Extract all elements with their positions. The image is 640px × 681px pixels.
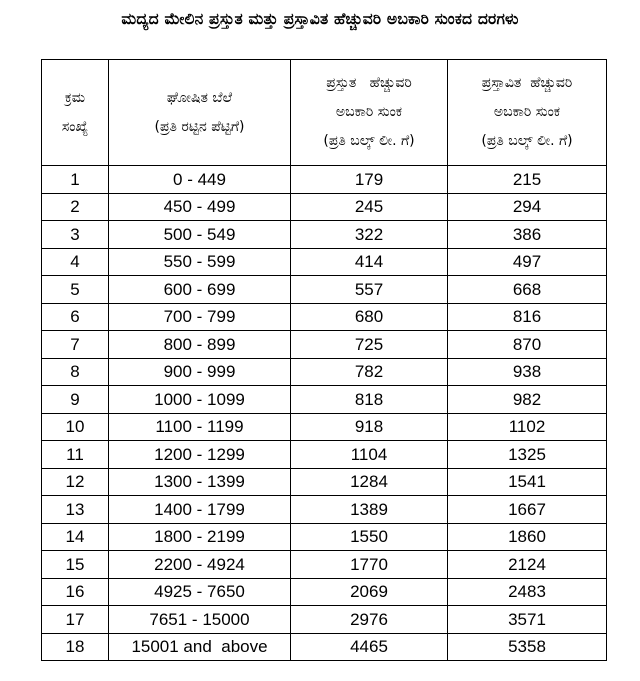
- cell-sl-no: 3: [42, 221, 109, 249]
- cell-current-duty: 680: [291, 303, 448, 331]
- cell-proposed-duty: 982: [448, 386, 607, 414]
- cell-sl-no: 12: [42, 468, 109, 496]
- header-sl-no: [42, 60, 109, 166]
- table-row: [42, 496, 607, 524]
- cell-proposed-duty: 497: [448, 248, 607, 276]
- table-header-row: [42, 60, 607, 166]
- header-proposed-duty: [448, 60, 607, 166]
- header-declared-price: [109, 60, 291, 166]
- cell-sl-no: 15: [42, 551, 109, 579]
- page-title: ಮದ್ಯದ ಮೇಲಿನ ಪ್ರಸ್ತುತ ಮತ್ತು ಪ್ರಸ್ತಾವಿತ ಹೆಚ್ಚುವರಿ ಅಬಕಾರಿ ಸುಂಕದ ದರಗಳು: [121, 10, 519, 28]
- cell-sl-no: 7: [42, 331, 109, 359]
- cell-current-duty: 1770: [291, 551, 448, 579]
- cell-sl-no: 17: [42, 606, 109, 634]
- header-declared-price-line: (ಪ್ರತಿ ರಟ್ಟಿನ ಪೆಟ್ಟಿಗೆ): [154, 118, 245, 135]
- table-row: [42, 276, 607, 304]
- cell-proposed-duty: 294: [448, 193, 607, 221]
- table-row: [42, 578, 607, 606]
- cell-sl-no: 18: [42, 633, 109, 661]
- cell-current-duty: 414: [291, 248, 448, 276]
- cell-declared-price: 1300 - 1399: [109, 468, 291, 496]
- cell-current-duty: 1284: [291, 468, 448, 496]
- cell-current-duty: 818: [291, 386, 448, 414]
- cell-current-duty: 179: [291, 166, 448, 194]
- cell-proposed-duty: 1667: [448, 496, 607, 524]
- header-sl-no-line: ಕ್ರಮ: [64, 89, 86, 106]
- cell-current-duty: 557: [291, 276, 448, 304]
- cell-declared-price: 2200 - 4924: [109, 551, 291, 579]
- cell-declared-price: 1800 - 2199: [109, 523, 291, 551]
- cell-current-duty: 245: [291, 193, 448, 221]
- cell-current-duty: 2976: [291, 606, 448, 634]
- cell-sl-no: 14: [42, 523, 109, 551]
- table-row: [42, 358, 607, 386]
- cell-declared-price: 0 - 449: [109, 166, 291, 194]
- table-row: [42, 633, 607, 661]
- table-row: [42, 413, 607, 441]
- table-row: [42, 551, 607, 579]
- cell-declared-price: 1400 - 1799: [109, 496, 291, 524]
- cell-declared-price: 15001 and above: [109, 633, 291, 661]
- cell-proposed-duty: 1102: [448, 413, 607, 441]
- cell-declared-price: 500 - 549: [109, 221, 291, 249]
- table-row: [42, 303, 607, 331]
- cell-sl-no: 2: [42, 193, 109, 221]
- header-current-duty-line: (ಪ್ರತಿ ಬಲ್ಕ್ ಲೀ. ಗೆ): [323, 133, 415, 149]
- cell-sl-no: 5: [42, 276, 109, 304]
- cell-declared-price: 1200 - 1299: [109, 441, 291, 469]
- header-current-duty-line: ಪ್ರಸ್ತುತ ಹೆಚ್ಚುವರಿ: [326, 75, 412, 91]
- cell-proposed-duty: 938: [448, 358, 607, 386]
- cell-proposed-duty: 5358: [448, 633, 607, 661]
- cell-declared-price: 7651 - 15000: [109, 606, 291, 634]
- table-row: [42, 166, 607, 194]
- cell-proposed-duty: 1860: [448, 523, 607, 551]
- cell-current-duty: 1550: [291, 523, 448, 551]
- table-row: [42, 523, 607, 551]
- cell-declared-price: 550 - 599: [109, 248, 291, 276]
- cell-sl-no: 13: [42, 496, 109, 524]
- cell-declared-price: 600 - 699: [109, 276, 291, 304]
- cell-sl-no: 1: [42, 166, 109, 194]
- header-current-duty-line: ಅಬಕಾರಿ ಸುಂಕ: [335, 104, 403, 120]
- header-current-duty: [291, 60, 448, 166]
- table-row: [42, 386, 607, 414]
- header-proposed-duty-line: (ಪ್ರತಿ ಬಲ್ಕ್ ಲೀ. ಗೆ): [481, 133, 573, 149]
- cell-current-duty: 2069: [291, 578, 448, 606]
- cell-proposed-duty: 386: [448, 221, 607, 249]
- cell-current-duty: 782: [291, 358, 448, 386]
- cell-declared-price: 1100 - 1199: [109, 413, 291, 441]
- excise-duty-table: [41, 59, 607, 661]
- table-row: [42, 441, 607, 469]
- table-row: [42, 248, 607, 276]
- cell-current-duty: 1104: [291, 441, 448, 469]
- header-sl-no-line: ಸಂಖ್ಯೆ: [61, 118, 89, 135]
- cell-sl-no: 16: [42, 578, 109, 606]
- table-row: [42, 468, 607, 496]
- cell-sl-no: 9: [42, 386, 109, 414]
- cell-declared-price: 4925 - 7650: [109, 578, 291, 606]
- table-row: [42, 221, 607, 249]
- cell-sl-no: 11: [42, 441, 109, 469]
- header-proposed-duty-line: ಅಬಕಾರಿ ಸುಂಕ: [493, 104, 561, 120]
- cell-current-duty: 918: [291, 413, 448, 441]
- cell-declared-price: 800 - 899: [109, 331, 291, 359]
- cell-declared-price: 700 - 799: [109, 303, 291, 331]
- header-declared-price-line: ಘೋಷಿತ ಬೆಲೆ: [166, 89, 233, 106]
- cell-proposed-duty: 1325: [448, 441, 607, 469]
- cell-proposed-duty: 215: [448, 166, 607, 194]
- cell-sl-no: 10: [42, 413, 109, 441]
- cell-declared-price: 900 - 999: [109, 358, 291, 386]
- cell-current-duty: 725: [291, 331, 448, 359]
- cell-proposed-duty: 2483: [448, 578, 607, 606]
- cell-declared-price: 1000 - 1099: [109, 386, 291, 414]
- cell-current-duty: 4465: [291, 633, 448, 661]
- cell-declared-price: 450 - 499: [109, 193, 291, 221]
- cell-current-duty: 1389: [291, 496, 448, 524]
- header-proposed-duty-line: ಪ್ರಸ್ತಾವಿತ ಹೆಚ್ಚುವರಿ: [481, 75, 573, 91]
- cell-sl-no: 6: [42, 303, 109, 331]
- cell-sl-no: 4: [42, 248, 109, 276]
- cell-proposed-duty: 3571: [448, 606, 607, 634]
- cell-sl-no: 8: [42, 358, 109, 386]
- cell-proposed-duty: 1541: [448, 468, 607, 496]
- cell-proposed-duty: 870: [448, 331, 607, 359]
- cell-proposed-duty: 668: [448, 276, 607, 304]
- cell-current-duty: 322: [291, 221, 448, 249]
- table-row: [42, 331, 607, 359]
- cell-proposed-duty: 2124: [448, 551, 607, 579]
- cell-proposed-duty: 816: [448, 303, 607, 331]
- table-row: [42, 193, 607, 221]
- table-row: [42, 606, 607, 634]
